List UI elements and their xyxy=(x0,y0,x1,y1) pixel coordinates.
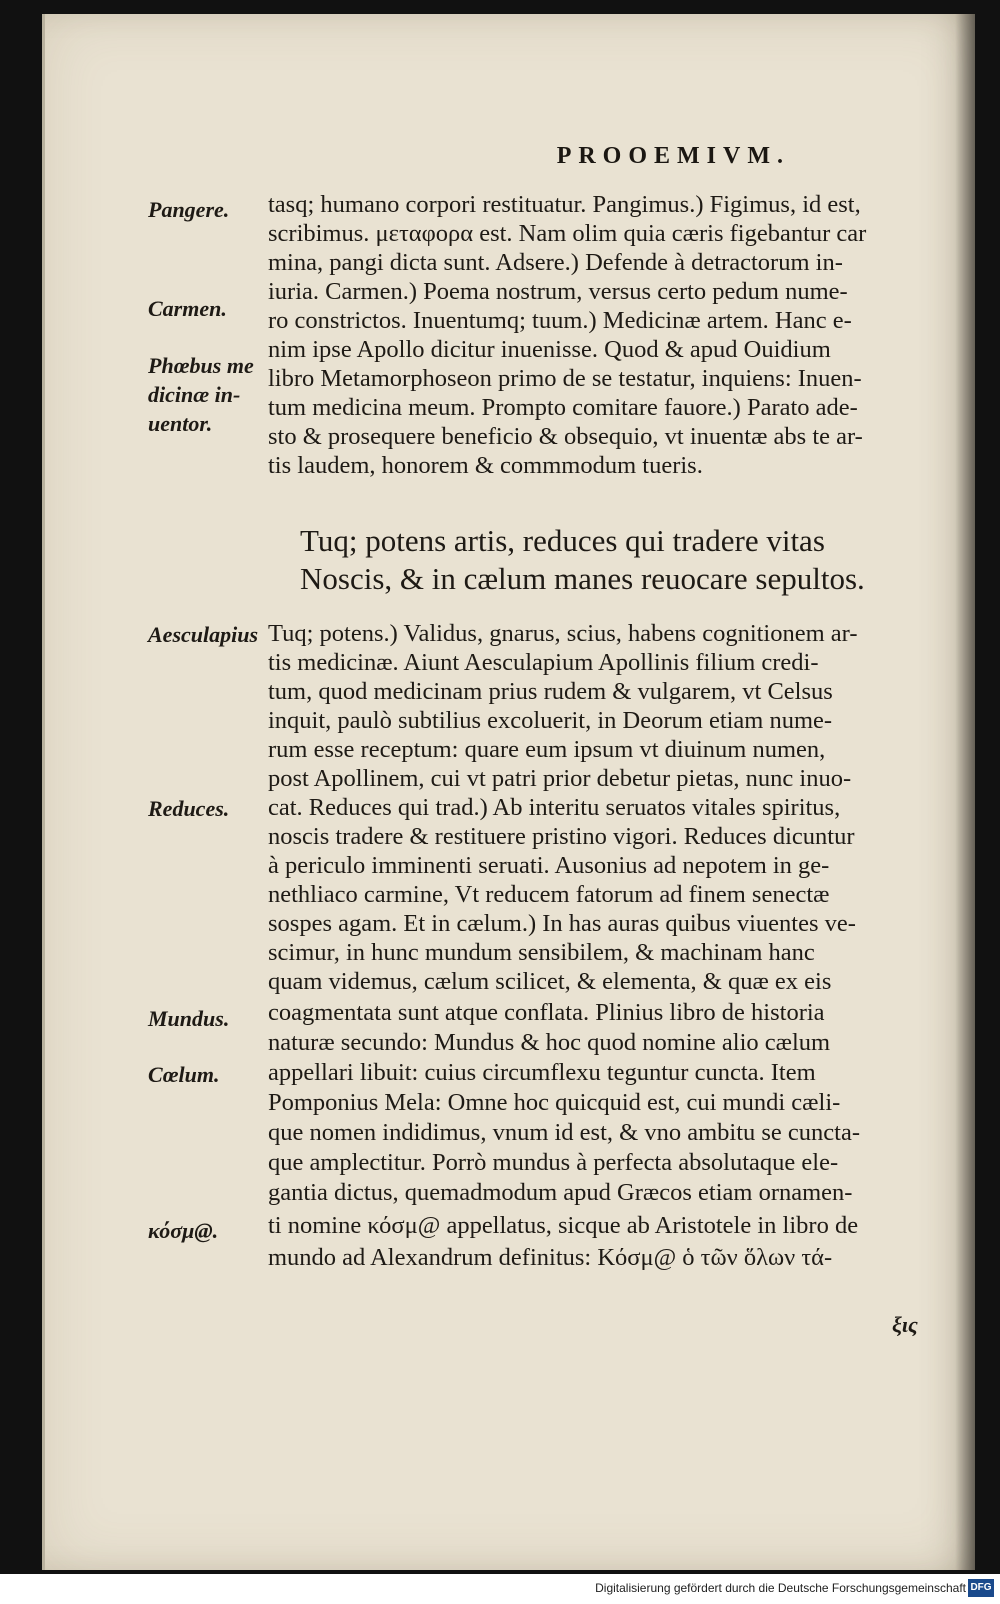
text-line: rum esse receptum: quare eum ipsum vt diuinum numen, xyxy=(268,736,826,763)
footer-bar xyxy=(0,1574,1000,1604)
text-line: nethliaco carmine, Vt reducem fatorum ad finem senectæ xyxy=(268,881,830,908)
text-line: tis laudem, honorem & commmodum tueris. xyxy=(268,452,703,479)
margin-note: Aesculapius xyxy=(148,622,259,647)
text-line: scimur, in hunc mundum sensibilem, & machinam hanc xyxy=(268,939,815,966)
page-gutter-shadow xyxy=(955,14,975,1570)
margin-note: uentor. xyxy=(148,411,213,436)
text-line: mundo ad Alexandrum definitus: Κόσμ@ ὁ τῶν ὅλων τά- xyxy=(268,1244,833,1271)
text-line: ti nomine κόσμ@ appellatus, sicque ab Aristotele in libro de xyxy=(268,1212,859,1239)
margin-note: Carmen. xyxy=(148,296,227,321)
text-line: tasq; humano corpori restituatur. Pangimus.) Figimus, id est, xyxy=(268,191,861,218)
margin-note: κόσμ@. xyxy=(148,1218,219,1243)
text-line: que nomen indidimus, vnum id est, & vno ambitu se cuncta- xyxy=(268,1119,860,1146)
text-line: sto & prosequere beneficio & obsequio, vt inuentæ abs te ar- xyxy=(268,423,863,450)
margin-note: Reduces. xyxy=(148,796,230,821)
verse-line: Noscis, & in cælum manes reuocare sepultos. xyxy=(300,561,865,596)
margin-note: Mundus. xyxy=(148,1006,230,1031)
text-line: Tuq; potens.) Validus, gnarus, scius, habens cognitionem ar- xyxy=(268,620,858,647)
dfg-logo-icon: DFG xyxy=(968,1579,994,1597)
text-line: tum medicina meum. Prompto comitare fauore.) Parato ade- xyxy=(268,394,858,421)
text-line: inquit, paulò subtilius excoluerit, in Deorum etiam nume- xyxy=(268,707,833,734)
text-line: scribimus. μεταφορα est. Nam olim quia cæris figebantur car xyxy=(268,220,867,247)
text-line: post Apollinem, cui vt patri prior debetur pietas, nunc inuo- xyxy=(268,765,852,792)
text-line: iuria. Carmen.) Poema nostrum, versus certo pedum nume- xyxy=(268,278,848,305)
margin-note: dicinæ in- xyxy=(148,382,241,407)
running-header: PROOEMIVM. xyxy=(556,143,790,169)
text-line: naturæ secundo: Mundus & hoc quod nomine alio cælum xyxy=(268,1029,831,1056)
text-line: à periculo imminenti seruati. Ausonius ad nepotem in ge- xyxy=(268,852,830,879)
text-line: appellari libuit: cuius circumflexu teguntur cuncta. Item xyxy=(268,1059,816,1086)
text-line: libro Metamorphoseon primo de se testatur, inquiens: Inuen- xyxy=(268,365,862,392)
text-line: ro constrictos. Inuentumq; tuum.) Medicinæ artem. Hanc e- xyxy=(268,307,852,334)
text-line: sospes agam. Et in cælum.) In has auras quibus viuentes ve- xyxy=(268,910,856,937)
text-line: nim ipse Apollo dicitur inuenisse. Quod & apud Ouidium xyxy=(268,336,831,363)
margin-note: Pangere. xyxy=(148,197,230,222)
funding-credit: Digitalisierung gefördert durch die Deutsche Forschungsgemeinschaft xyxy=(595,1581,966,1595)
text-line: cat. Reduces qui trad.) Ab interitu seruatos vitales spiritus, xyxy=(268,794,841,821)
text-line: mina, pangi dicta sunt. Adsere.) Defende à detractorum in- xyxy=(268,249,843,276)
text-line: coagmentata sunt atque conflata. Plinius libro de historia xyxy=(268,999,825,1026)
text-line: gantia dictus, quemadmodum apud Græcos etiam ornamen- xyxy=(268,1179,853,1206)
text-line: noscis tradere & restituere pristino vigori. Reduces dicuntur xyxy=(268,823,855,850)
text-line: que amplectitur. Porrò mundus à perfecta absolutaque ele- xyxy=(268,1149,839,1176)
verse-line: Tuq; potens artis, reduces qui tradere vitas xyxy=(300,523,825,558)
book-page xyxy=(42,14,975,1570)
text-line: tum, quod medicinam prius rudem & vulgarem, vt Celsus xyxy=(268,678,833,705)
text-line: Pomponius Mela: Omne hoc quicquid est, cui mundi cæli- xyxy=(268,1089,841,1116)
margin-note: Cœlum. xyxy=(148,1062,220,1087)
catchword: ξις xyxy=(892,1312,918,1337)
text-line: quam videmus, cælum scilicet, & elementa, & quæ ex eis xyxy=(268,968,832,995)
text-line: tis medicinæ. Aiunt Aesculapium Apollinis filium credi- xyxy=(268,649,819,676)
margin-note: Phœbus me xyxy=(148,353,254,378)
